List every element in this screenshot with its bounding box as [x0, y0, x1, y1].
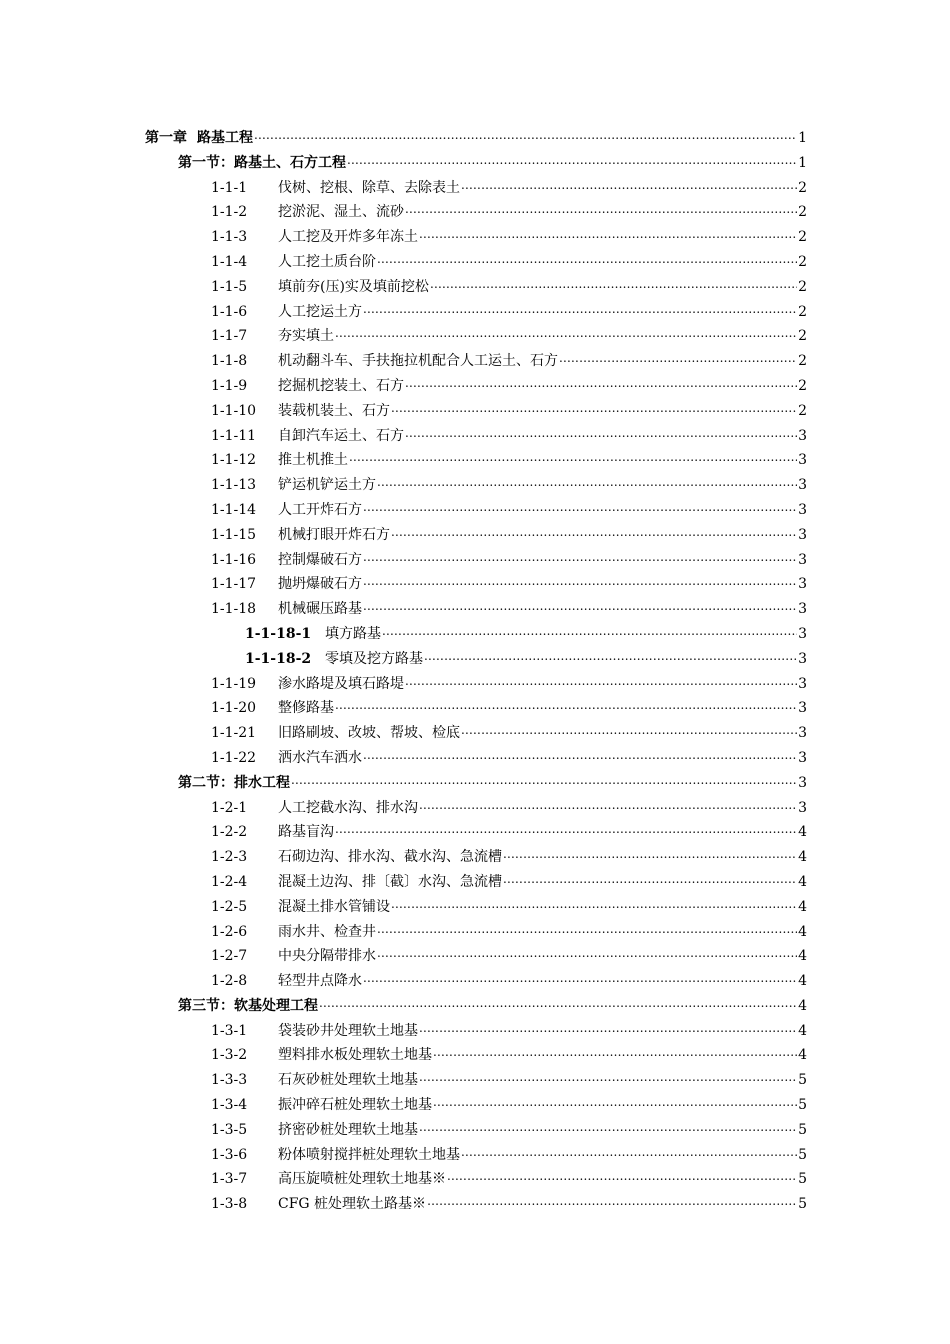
toc-entry-number: 1-1-10 — [211, 402, 257, 419]
toc-entry-item[interactable] — [145, 870, 807, 895]
toc-entry-title: 石砌边沟、排水沟、截水沟、急流槽 — [278, 849, 502, 866]
toc-entry-title: 夯实填土 — [278, 328, 334, 345]
toc-entry-title: 石灰砂桩处理软土地基 — [278, 1072, 418, 1089]
dot-leader — [347, 153, 797, 167]
toc-entry-page-number: 2 — [798, 402, 807, 419]
toc-entry-page-number: 4 — [798, 849, 807, 866]
dot-leader — [291, 773, 797, 787]
toc-entry-number: 1-1-20 — [211, 700, 257, 717]
toc-entry-page-number: 4 — [798, 997, 807, 1014]
toc-entry-section[interactable] — [145, 151, 807, 176]
toc-entry-number: 1-1-15 — [211, 526, 257, 543]
toc-entry-item[interactable] — [145, 1192, 807, 1217]
dot-leader — [319, 996, 797, 1010]
dot-leader — [377, 475, 797, 489]
toc-entry-page-number: 1 — [798, 130, 807, 146]
toc-entry-number: 1-1-4 — [211, 253, 248, 270]
toc-entry-item[interactable] — [145, 176, 807, 201]
toc-entry-title: 伐树、挖根、除草、去除表土 — [278, 179, 460, 196]
toc-entry-item[interactable] — [145, 845, 807, 870]
toc-entry-item[interactable] — [145, 523, 807, 548]
toc-entry-page-number: 3 — [798, 501, 807, 518]
toc-entry-title: 渗水路堤及填石路堤 — [278, 675, 404, 692]
dot-leader — [335, 698, 797, 712]
toc-entry-title: 人工挖及开炸多年冻土 — [278, 229, 418, 246]
toc-entry-number: 1-3-3 — [211, 1072, 248, 1089]
toc-entry-title: 填方路基 — [325, 625, 381, 642]
toc-entry-page-number: 3 — [798, 576, 807, 593]
toc-entry-page-number: 5 — [798, 1121, 807, 1138]
toc-entry-title: 机械碾压路基 — [278, 601, 362, 618]
toc-entry-item[interactable] — [145, 275, 807, 300]
toc-entry-item[interactable] — [145, 796, 807, 821]
toc-entry-title: 路基工程 — [197, 130, 253, 146]
toc-entry-item[interactable] — [145, 498, 807, 523]
toc-entry-title: 中央分隔带排水 — [278, 948, 376, 965]
toc-entry-title: 抛坍爆破石方 — [278, 576, 362, 593]
toc-entry-title: 排水工程 — [234, 774, 290, 791]
table-of-contents — [145, 126, 807, 1217]
toc-entry-page-number: 2 — [798, 253, 807, 270]
toc-entry-page-number: 5 — [798, 1196, 807, 1213]
toc-entry-number: 第一章 — [145, 130, 187, 146]
toc-entry-title: 袋装砂井处理软土地基 — [278, 1022, 418, 1039]
dot-leader — [391, 401, 797, 415]
toc-entry-number: 第三节： — [178, 997, 234, 1014]
toc-entry-sub[interactable] — [145, 647, 807, 672]
toc-entry-page-number: 2 — [798, 377, 807, 394]
toc-entry-title: 粉体喷射搅拌桩处理软土地基 — [278, 1146, 460, 1163]
toc-entry-item[interactable] — [145, 1019, 807, 1044]
toc-entry-number: 1-1-9 — [211, 377, 248, 394]
toc-entry-page-number: 2 — [798, 278, 807, 295]
dot-leader — [419, 1070, 797, 1084]
toc-entry-title: 轻型井点降水 — [278, 973, 362, 990]
toc-entry-title: 洒水汽车洒水 — [278, 749, 362, 766]
dot-leader — [391, 897, 797, 911]
toc-entry-item[interactable] — [145, 300, 807, 325]
toc-entry-page-number: 3 — [798, 477, 807, 494]
dot-leader — [382, 624, 797, 638]
toc-entry-page-number: 4 — [798, 923, 807, 940]
dot-leader — [377, 252, 797, 266]
toc-entry-title: 机动翻斗车、手扶拖拉机配合人工运土、石方 — [278, 353, 558, 370]
toc-entry-page-number: 3 — [798, 625, 807, 642]
dot-leader — [433, 1095, 797, 1109]
toc-entry-section[interactable] — [145, 771, 807, 796]
toc-entry-item[interactable] — [145, 572, 807, 597]
toc-entry-number: 1-1-2 — [211, 204, 248, 221]
toc-entry-page-number: 4 — [798, 824, 807, 841]
toc-entry-title: 机械打眼开炸石方 — [278, 526, 390, 543]
toc-entry-page-number: 2 — [798, 204, 807, 221]
toc-entry-item[interactable] — [145, 721, 807, 746]
dot-leader — [349, 450, 797, 464]
toc-entry-page-number: 3 — [798, 526, 807, 543]
toc-entry-number: 1-3-8 — [211, 1196, 248, 1213]
toc-entry-title: 人工挖运土方 — [278, 303, 362, 320]
toc-entry-item[interactable] — [145, 672, 807, 697]
toc-entry-item[interactable] — [145, 597, 807, 622]
toc-entry-number: 第二节： — [178, 774, 234, 791]
toc-entry-title: 路基盲沟 — [278, 824, 334, 841]
dot-leader — [503, 872, 797, 886]
toc-entry-page-number: 4 — [798, 948, 807, 965]
toc-entry-page-number: 4 — [798, 1047, 807, 1064]
toc-entry-page-number: 3 — [798, 700, 807, 717]
toc-entry-item[interactable] — [145, 1143, 807, 1168]
toc-entry-item[interactable] — [145, 1093, 807, 1118]
dot-leader — [419, 227, 797, 241]
toc-entry-number: 1-1-1 — [211, 179, 248, 196]
toc-entry-item[interactable] — [145, 1043, 807, 1068]
toc-entry-number: 1-2-3 — [211, 849, 248, 866]
dot-leader — [405, 202, 797, 216]
toc-entry-page-number: 4 — [798, 873, 807, 890]
toc-entry-title: 振冲碎石桩处理软土地基 — [278, 1097, 432, 1114]
toc-entry-number: 1-1-18-2 — [245, 650, 312, 667]
toc-entry-page-number: 1 — [798, 154, 807, 171]
toc-entry-page-number: 3 — [798, 601, 807, 618]
toc-entry-sub[interactable] — [145, 622, 807, 647]
dot-leader — [419, 798, 797, 812]
toc-entry-title: 挖掘机挖装土、石方 — [278, 377, 404, 394]
toc-entry-number: 1-3-2 — [211, 1047, 248, 1064]
toc-entry-title: 零填及挖方路基 — [325, 650, 423, 667]
toc-entry-page-number: 3 — [798, 774, 807, 791]
dot-leader — [335, 326, 797, 340]
dot-leader — [335, 822, 797, 836]
toc-entry-number: 1-2-5 — [211, 898, 248, 915]
toc-entry-page-number: 2 — [798, 229, 807, 246]
toc-entry-title: 软基处理工程 — [234, 997, 318, 1014]
dot-leader — [363, 302, 797, 316]
dot-leader — [405, 674, 797, 688]
toc-entry-page-number: 3 — [798, 675, 807, 692]
toc-entry-page-number: 5 — [798, 1072, 807, 1089]
toc-entry-item[interactable] — [145, 349, 807, 374]
toc-entry-number: 1-3-6 — [211, 1146, 248, 1163]
toc-entry-title: 挤密砂桩处理软土地基 — [278, 1121, 418, 1138]
dot-leader — [377, 946, 797, 960]
toc-entry-number: 1-1-6 — [211, 303, 248, 320]
toc-entry-page-number: 3 — [798, 452, 807, 469]
toc-entry-title: 整修路基 — [278, 700, 334, 717]
toc-entry-number: 1-2-8 — [211, 973, 248, 990]
toc-entry-title: 自卸汽车运土、石方 — [278, 427, 404, 444]
toc-entry-title: 控制爆破石方 — [278, 551, 362, 568]
dot-leader — [419, 1120, 797, 1134]
toc-entry-number: 1-1-5 — [211, 278, 248, 295]
toc-entry-title: 挖淤泥、湿土、流砂 — [278, 204, 404, 221]
toc-entry-number: 1-1-12 — [211, 452, 257, 469]
toc-entry-item[interactable] — [145, 399, 807, 424]
toc-entry-number: 1-2-1 — [211, 799, 248, 816]
toc-entry-item[interactable] — [145, 920, 807, 945]
toc-entry-page-number: 3 — [798, 799, 807, 816]
toc-entry-page-number: 2 — [798, 328, 807, 345]
toc-entry-item[interactable] — [145, 820, 807, 845]
toc-entry-page-number: 2 — [798, 353, 807, 370]
toc-entry-page-number: 4 — [798, 898, 807, 915]
toc-entry-title: 混凝土边沟、排〔截〕水沟、急流槽 — [278, 873, 502, 890]
toc-entry-number: 第一节： — [178, 154, 234, 171]
dot-leader — [363, 971, 797, 985]
toc-entry-number: 1-2-2 — [211, 824, 248, 841]
toc-entry-title: 铲运机铲运土方 — [278, 477, 376, 494]
toc-entry-number: 1-2-7 — [211, 948, 248, 965]
toc-entry-title: 塑料排水板处理软土地基 — [278, 1047, 432, 1064]
dot-leader — [254, 128, 797, 142]
toc-entry-page-number: 5 — [798, 1097, 807, 1114]
dot-leader — [447, 1169, 797, 1183]
toc-entry-title: 人工挖截水沟、排水沟 — [278, 799, 418, 816]
dot-leader — [433, 1045, 797, 1059]
dot-leader — [391, 525, 797, 539]
toc-entry-number: 1-2-4 — [211, 873, 248, 890]
toc-entry-section[interactable] — [145, 994, 807, 1019]
toc-entry-number: 1-1-16 — [211, 551, 257, 568]
toc-entry-title: 旧路刷坡、改坡、帮坡、检底 — [278, 725, 460, 742]
toc-entry-page-number: 3 — [798, 551, 807, 568]
toc-entry-item[interactable] — [145, 1118, 807, 1143]
toc-entry-item[interactable] — [145, 1167, 807, 1192]
toc-entry-item[interactable] — [145, 200, 807, 225]
toc-entry-title: 雨水井、检查井 — [278, 923, 376, 940]
toc-entry-item[interactable] — [145, 424, 807, 449]
dot-leader — [461, 1145, 797, 1159]
toc-entry-number: 1-1-18-1 — [245, 625, 312, 642]
toc-entry-number: 1-1-21 — [211, 725, 257, 742]
toc-entry-number: 1-1-8 — [211, 353, 248, 370]
toc-entry-title: 填前夯(压)实及填前挖松 — [278, 278, 429, 295]
toc-entry-item[interactable] — [145, 895, 807, 920]
toc-entry-page-number: 2 — [798, 303, 807, 320]
toc-entry-page-number: 3 — [798, 749, 807, 766]
dot-leader — [363, 748, 797, 762]
dot-leader — [503, 847, 797, 861]
toc-entry-page-number: 4 — [798, 973, 807, 990]
toc-entry-number: 1-1-13 — [211, 477, 257, 494]
toc-entry-title: CFG 桩处理软土路基※ — [278, 1196, 427, 1213]
toc-entry-title: 推土机推土 — [278, 452, 348, 469]
dot-leader — [363, 574, 797, 588]
toc-entry-page-number: 3 — [798, 427, 807, 444]
toc-entry-title: 人工开炸石方 — [278, 501, 362, 518]
toc-entry-page-number: 4 — [798, 1022, 807, 1039]
toc-entry-number: 1-2-6 — [211, 923, 248, 940]
dot-leader — [559, 351, 797, 365]
dot-leader — [363, 599, 797, 613]
toc-entry-item[interactable] — [145, 448, 807, 473]
toc-entry-item[interactable] — [145, 548, 807, 573]
toc-entry-number: 1-1-3 — [211, 229, 248, 246]
toc-entry-item[interactable] — [145, 1068, 807, 1093]
toc-entry-title: 人工挖土质台阶 — [278, 253, 376, 270]
toc-entry-title: 高压旋喷桩处理软土地基※ — [278, 1171, 446, 1188]
dot-leader — [430, 277, 797, 291]
toc-entry-number: 1-1-7 — [211, 328, 248, 345]
toc-entry-item[interactable] — [145, 696, 807, 721]
toc-entry-item[interactable] — [145, 746, 807, 771]
toc-entry-title: 装载机装土、石方 — [278, 402, 390, 419]
dot-leader — [363, 500, 797, 514]
toc-entry-item[interactable] — [145, 250, 807, 275]
toc-entry-page-number: 2 — [798, 179, 807, 196]
toc-entry-page-number: 3 — [798, 650, 807, 667]
toc-entry-number: 1-3-7 — [211, 1171, 248, 1188]
toc-entry-number: 1-3-5 — [211, 1121, 248, 1138]
toc-entry-title: 混凝土排水管铺设 — [278, 898, 390, 915]
dot-leader — [461, 178, 797, 192]
toc-entry-number: 1-3-1 — [211, 1022, 248, 1039]
dot-leader — [405, 376, 797, 390]
toc-entry-title: 路基土、石方工程 — [234, 154, 346, 171]
toc-entry-page-number: 3 — [798, 725, 807, 742]
toc-entry-page-number: 5 — [798, 1171, 807, 1188]
toc-entry-item[interactable] — [145, 969, 807, 994]
dot-leader — [419, 1021, 797, 1035]
toc-entry-number: 1-1-22 — [211, 749, 257, 766]
dot-leader — [424, 649, 797, 663]
toc-entry-number: 1-1-14 — [211, 501, 257, 518]
toc-entry-number: 1-1-17 — [211, 576, 257, 593]
toc-entry-page-number: 5 — [798, 1146, 807, 1163]
dot-leader — [427, 1194, 797, 1208]
dot-leader — [363, 550, 797, 564]
toc-entry-number: 1-1-18 — [211, 601, 257, 618]
toc-entry-item[interactable] — [145, 324, 807, 349]
toc-entry-number: 1-1-11 — [211, 427, 257, 444]
toc-entry-number: 1-3-4 — [211, 1097, 248, 1114]
toc-entry-item[interactable] — [145, 374, 807, 399]
toc-entry-item[interactable] — [145, 473, 807, 498]
toc-entry-number: 1-1-19 — [211, 675, 257, 692]
toc-entry-chapter[interactable] — [145, 126, 807, 151]
toc-entry-item[interactable] — [145, 944, 807, 969]
dot-leader — [377, 922, 797, 936]
toc-entry-item[interactable] — [145, 225, 807, 250]
dot-leader — [461, 723, 797, 737]
dot-leader — [405, 426, 797, 440]
